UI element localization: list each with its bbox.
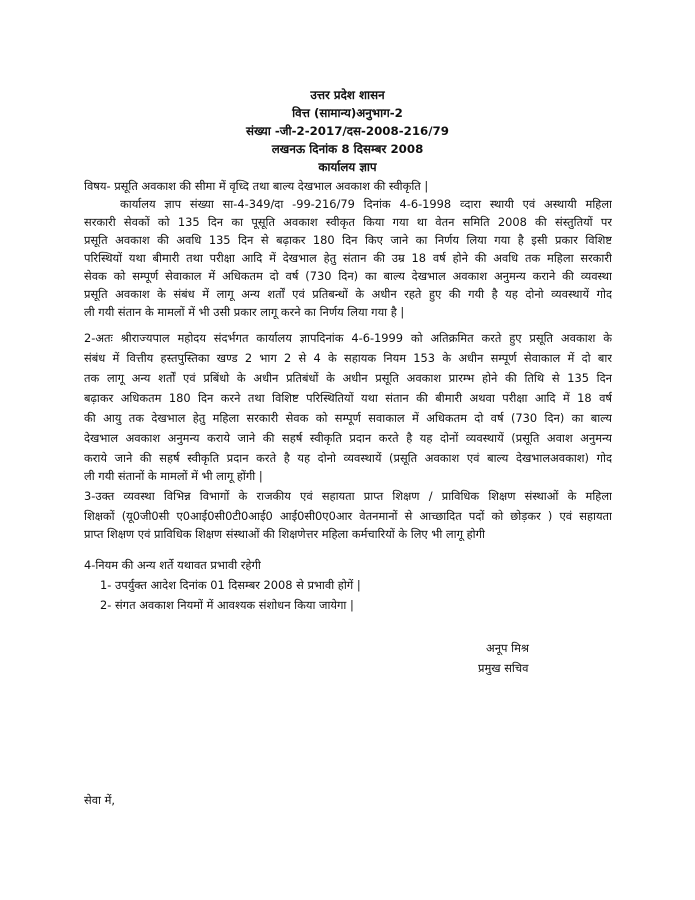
paragraph-4-heading: 4-नियम की अन्य शर्ते यथावत प्रभावी रहेगी <box>84 558 261 572</box>
paragraph-line: सरकारी सेवकों को 135 दिन का पूसूति अवकाश स्वीकृत किया गया था वेतन समिति 2008 की संस्तुतियों पर <box>84 215 612 229</box>
subject-line: विषय- प्रसूति अवकाश की सीमा में वृध्दि तथा बाल्य देखभाल अवकाश की स्वीकृति | <box>84 179 429 193</box>
paragraph-line: देखभाल अवकाश अनुमन्य कराये जाने की सहर्ष स्वीकृति प्रदान करते है यह दोनों व्यवस्थायें (प्रसूति अवाश अनुमन्य <box>84 431 612 445</box>
paragraph-line: की आयु तक देखभाल हेतु महिला सरकारी सेवक को सम्पूर्ण सवाकाल में अधिकतम दो वर्ष (730 दिन) का बाल्य <box>84 411 612 425</box>
paragraph-line: ली गयी संतान के मामलों में भी उसी प्रकार लागू करने का निर्णय लिया गया है | <box>84 305 405 319</box>
paragraph-line: शिक्षकों (यू0जी0सी ए0आई0सी0टी0आई0 आई0सी0ए0आर वेतनमानों से आच्छादित पदों को छोड़कर ) एवं सहायता <box>84 509 612 523</box>
paragraph-line: तक लागू अन्य शर्तों एवं प्रबिंधो के अधीन प्रतिबंधों के अधीन प्रसूति अवकाश प्रारम्भ होने की तिथि से 135 दिन <box>84 371 612 385</box>
paragraph-line: कराये जाने की सहर्ष स्वीकृति प्रदान करते है यह दोनो व्यवस्थायें (प्रसूति अवकाश एवं बाल्य देखभालअवकाश) गोद <box>84 451 612 465</box>
paragraph-line: संबंध में वित्तीय हस्तपुस्तिका खण्ड 2 भाग 2 से 4 के सहायक नियम 153 के अधीन सम्पूर्ण सेवाकाल में दो बार <box>84 351 612 365</box>
header-reference-number: संख्या -जी-2-2017/दस-2008-216/79 <box>246 124 449 138</box>
header-place-date: लखनऊ दिनांक 8 दिसम्बर 2008 <box>271 142 424 156</box>
paragraph-line: प्रसूति अवकाश की अवधि 135 दिन से बढ़ाकर 180 दिन किए जाने का निर्णय लिया गया है इसी प्रकार विशिष्ट <box>84 233 612 247</box>
paragraph-line: 2-अतः श्रीराज्यपाल महोदय संदर्भगत कार्यालय ज्ञापदिनांक 4-6-1999 को अतिक्रमित करते हुए प्रसूति अवकाश के <box>84 331 612 345</box>
paragraph-line: ली गयी संतानों के मामलों में भी लागू होंगी | <box>84 469 263 483</box>
paragraph-line: प्राप्त शिक्षण एवं प्राविधिक शिक्षण संस्थाओं की शिक्षणेत्तर महिला कर्मचारियों के लिए भी लागू होगी <box>84 527 485 541</box>
signatory-designation: प्रमुख सचिव <box>478 661 529 675</box>
paragraph-line: परिस्थियों यथा बीमारी तथा परीक्षा आदि में देखभाल हेतु संतान की उम्र 18 वर्ष होने की अवधि तक महिला सरकारी <box>84 251 612 265</box>
list-item: 1- उपर्युक्त आदेश दिनांक 01 दिसम्बर 2008 से प्रभावी होगें | <box>100 578 361 592</box>
paragraph-line: 3-उक्त व्यवस्था विभिन्न विभागों के राजकीय एवं सहायता प्राप्त शिक्षण / प्राविधिक शिक्षण संस्थाओं के महिला <box>84 489 612 503</box>
paragraph-line: कार्यालय ज्ञाप संख्या सा-4-349/दा -99-216/79 दिनांक 4-6-1998 व्दारा स्थायी एवं अस्थायी महिला <box>120 197 612 211</box>
list-item: 2- संगत अवकाश नियमों में आवश्यक संशोधन किया जायेगा | <box>100 598 354 612</box>
header-government: उत्तर प्रदेश शासन <box>310 88 385 102</box>
header-department: वित्त (सामान्य)अनुभाग-2 <box>292 106 403 120</box>
paragraph-line: प्रसूति अवकाश के संबंध में लागू अन्य शर्तों एवं प्रतिबन्धों के अधीन रहते हुए की गयी है यह दोनो व्यवस्थायें गोद <box>84 287 612 301</box>
header-office-memo: कार्यालय ज्ञाप <box>318 160 377 174</box>
signatory-name: अनूप मिश्र <box>486 641 529 655</box>
paragraph-line: सेवक को सम्पूर्ण सेवाकाल में अधिकतम दो वर्ष (730 दिन) का बाल्य देखभाल अवकाश अनुमन्य कराने की व्यवस्था <box>84 269 612 283</box>
paragraph-line: बढ़ाकर अधिकतम 180 दिन करने तथा विशिष्ट परिस्थितियों यथा संतान की बीमारी अथवा परीक्षा आदि में 18 वर्ष <box>84 391 612 405</box>
address-line: सेवा में, <box>84 793 116 807</box>
